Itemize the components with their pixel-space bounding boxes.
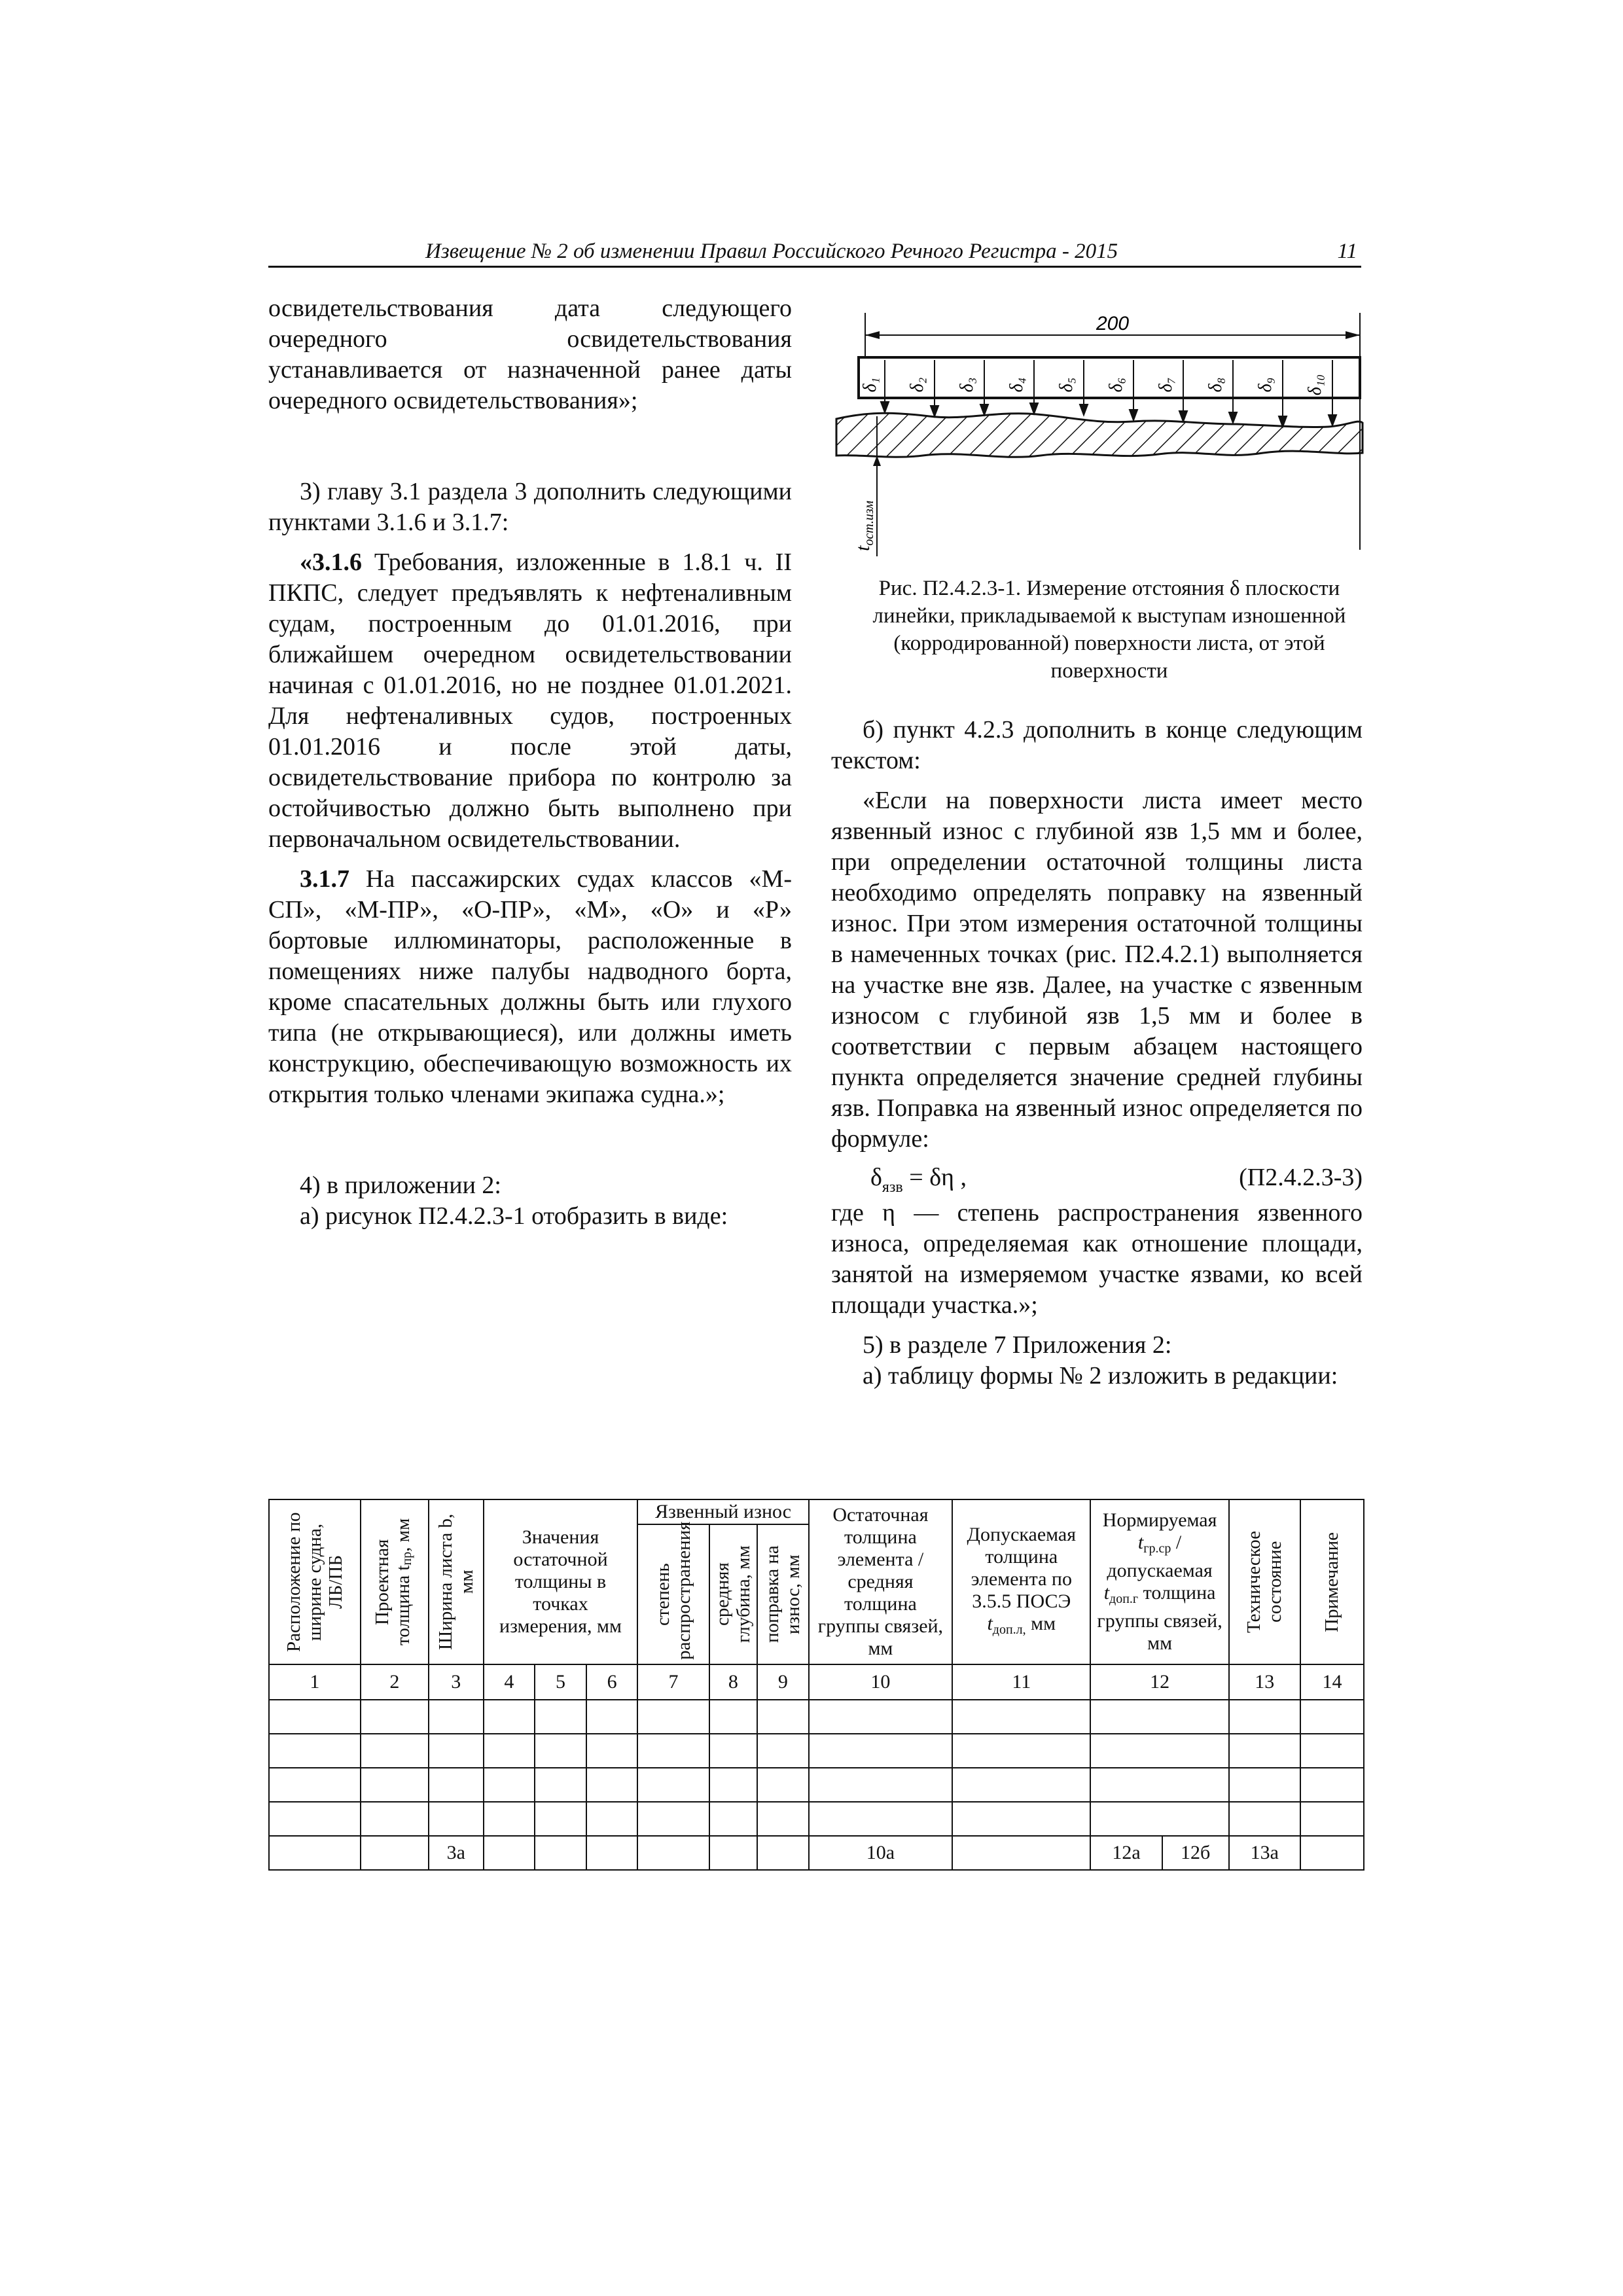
left-paragraph-4: 3.1.7 На пассажирских судах классов «М-СП», «М-ПР», «О-ПР», «М», «О» и «Р» бортовые иллюминаторы, расположенные в помещениях ниже палубы надводного борта, кроме спасательных должны быть или глухого типа (не открывающиеся), или должны иметь конструкцию, обеспечивающую возможность их открытия только членами экипажа судна.»;	[268, 865, 792, 1108]
column-number: 6	[586, 1664, 638, 1700]
col-normed-thickness: Нормируемая $t_{гр.ср}$ / допускаемая $t_{доп.г}$ толщина группы связей, мм	[1090, 1499, 1228, 1664]
cell-12a: 12а	[1090, 1836, 1162, 1870]
delta-label: δ₂	[907, 377, 927, 393]
col-position: Расположение по ширине судна, ЛБ/ПБ	[269, 1499, 361, 1664]
delta-label: δ₈	[1205, 377, 1226, 393]
measurement-figure	[831, 308, 1368, 569]
page-number: 11	[1337, 240, 1357, 263]
col-tech-state: Техническое состояние	[1229, 1499, 1300, 1664]
column-number: 4	[484, 1664, 535, 1700]
left-paragraph-3: «3.1.6 Требования, изложенные в 1.8.1 ч. II ПКПС, следует предъявлять к нефтеналивным судам, построенным до 01.01.2016, при ближайшем очередном освидетельствовании начиная с 01.01.2016, но не позднее 01.01.2021. Для нефтеналивных судов, построенных 01.01.2016 и после этой даты, освидетельствование прибора по контролю за остойчивостью должно быть выполнено при первоначальном освидетельствовании.	[268, 548, 792, 853]
delta-label: δ₁	[860, 377, 880, 393]
table-number-row	[269, 1664, 1364, 1700]
left-paragraph-1: освидетельствования дата следующего очередного освидетельствования устанавливается от назначенной ранее даты очередного освидетельствования»;	[268, 295, 792, 414]
col-ulcer-extent: степень распространения	[637, 1524, 709, 1664]
delta-label: δ₉	[1255, 377, 1275, 393]
table-row	[269, 1802, 1364, 1836]
table-row	[269, 1734, 1364, 1768]
table-header-row-1	[269, 1499, 1364, 1524]
col-ulcer-wear: Язвенный износ	[637, 1499, 808, 1524]
delta-label: δ₃	[957, 377, 977, 393]
column-number: 2	[361, 1664, 429, 1700]
page-header	[268, 240, 1361, 268]
cell-3a: 3а	[429, 1836, 484, 1870]
cell-13a: 13а	[1229, 1836, 1300, 1870]
right-paragraph-5: а) таблицу формы № 2 изложить в редакции:	[863, 1362, 1338, 1390]
column-number: 3	[429, 1664, 484, 1700]
table-row	[269, 1768, 1364, 1802]
col-residual-thickness: Остаточная толщина элемента / средняя толщина группы связей, мм	[809, 1499, 952, 1664]
figure-caption: Рис. П2.4.2.3-1. Измерение отстояния δ плоскости линейки, прикладываемой к выступам изношенной (корродированной) поверхности листа, от этой поверхности	[872, 577, 1346, 683]
left-paragraph-2: 3) главу 3.1 раздела 3 дополнить следующими пунктами 3.1.6 и 3.1.7:	[268, 478, 792, 536]
col-ulcer-depth: средняя глубина, мм	[709, 1524, 757, 1664]
table-summary-row	[269, 1836, 1364, 1870]
cell-12b: 12б	[1162, 1836, 1229, 1870]
left-paragraph-6: а) рисунок П2.4.2.3-1 отобразить в виде:	[300, 1202, 728, 1230]
thickness-label: $t_{ост.изм}$	[852, 501, 876, 551]
col-design-thickness: Проектная толщина $t_{пр}$, мм	[361, 1499, 429, 1664]
left-column	[268, 293, 792, 1232]
clause-number-317: 3.1.7	[300, 865, 349, 893]
formula-number: (П2.4.2.3-3)	[1239, 1164, 1363, 1191]
col-sheet-width: Ширина листа b, мм	[429, 1499, 484, 1664]
column-number: 13	[1229, 1664, 1300, 1700]
table-row	[269, 1700, 1364, 1734]
col-residual-values: Значения остаточной толщины в точках измерения, мм	[484, 1499, 638, 1664]
right-paragraph-1: б) пункт 4.2.3 дополнить в конце следующим текстом:	[831, 716, 1363, 774]
left-paragraph-5: 4) в приложении 2:	[300, 1172, 501, 1199]
right-paragraph-4: 5) в разделе 7 Приложения 2:	[863, 1331, 1172, 1359]
cell-10a: 10а	[809, 1836, 952, 1870]
right-paragraph-2: «Если на поверхности листа имеет место язвенный износ с глубиной язв 1,5 мм и более, при определении остаточной толщины листа необходимо определять поправку на язвенный износ. При этом измерения остаточной толщины в намеченных точках (рис. П2.4.2.1) выполняется на участке вне язв. Далее, на участке с язвенным износом с глубиной язв 1,5 мм и более в соответствии с первым абзацем настоящего пункта определяется значение средней глубины язв. Поправка на язвенный износ определяется по формуле:	[831, 787, 1363, 1153]
column-number: 9	[757, 1664, 809, 1700]
delta-label: δ₄	[1007, 377, 1027, 393]
delta-label: δ₆	[1106, 377, 1126, 393]
clause-number-316: «3.1.6	[300, 548, 362, 576]
formula-line	[831, 1158, 1363, 1198]
delta-label: δ₁₀	[1305, 374, 1325, 396]
column-number: 7	[637, 1664, 709, 1700]
column-number: 5	[535, 1664, 586, 1700]
column-number: 1	[269, 1664, 361, 1700]
column-number: 14	[1300, 1664, 1364, 1700]
column-number: 10	[809, 1664, 952, 1700]
dimension-label: 200	[1096, 313, 1130, 334]
delta-label: δ₇	[1156, 377, 1176, 393]
column-number: 11	[952, 1664, 1090, 1700]
form-2-table	[268, 1499, 1364, 1871]
column-number: 12	[1090, 1664, 1228, 1700]
right-column	[831, 715, 1363, 1391]
formula: $\delta_{язв} = \delta\eta$ ,	[870, 1164, 967, 1196]
header-title: Извещение № 2 об изменении Правил Российского Речного Регистра - 2015	[425, 240, 1118, 263]
column-number: 8	[709, 1664, 757, 1700]
col-allowed-thickness: Допускаемая толщина элемента по 3.5.5 ПОСЭ $t_{доп.л,}$ мм	[952, 1499, 1090, 1664]
col-note: Примечание	[1300, 1499, 1364, 1664]
col-ulcer-correction: поправка на износ, мм	[757, 1524, 809, 1664]
right-paragraph-3: где η — степень распространения язвенного износа, определяемая как отношение площади, занятой на измеряемом участке язвами, ко всей площади участка.»;	[831, 1199, 1363, 1319]
delta-label: δ₅	[1056, 377, 1077, 393]
